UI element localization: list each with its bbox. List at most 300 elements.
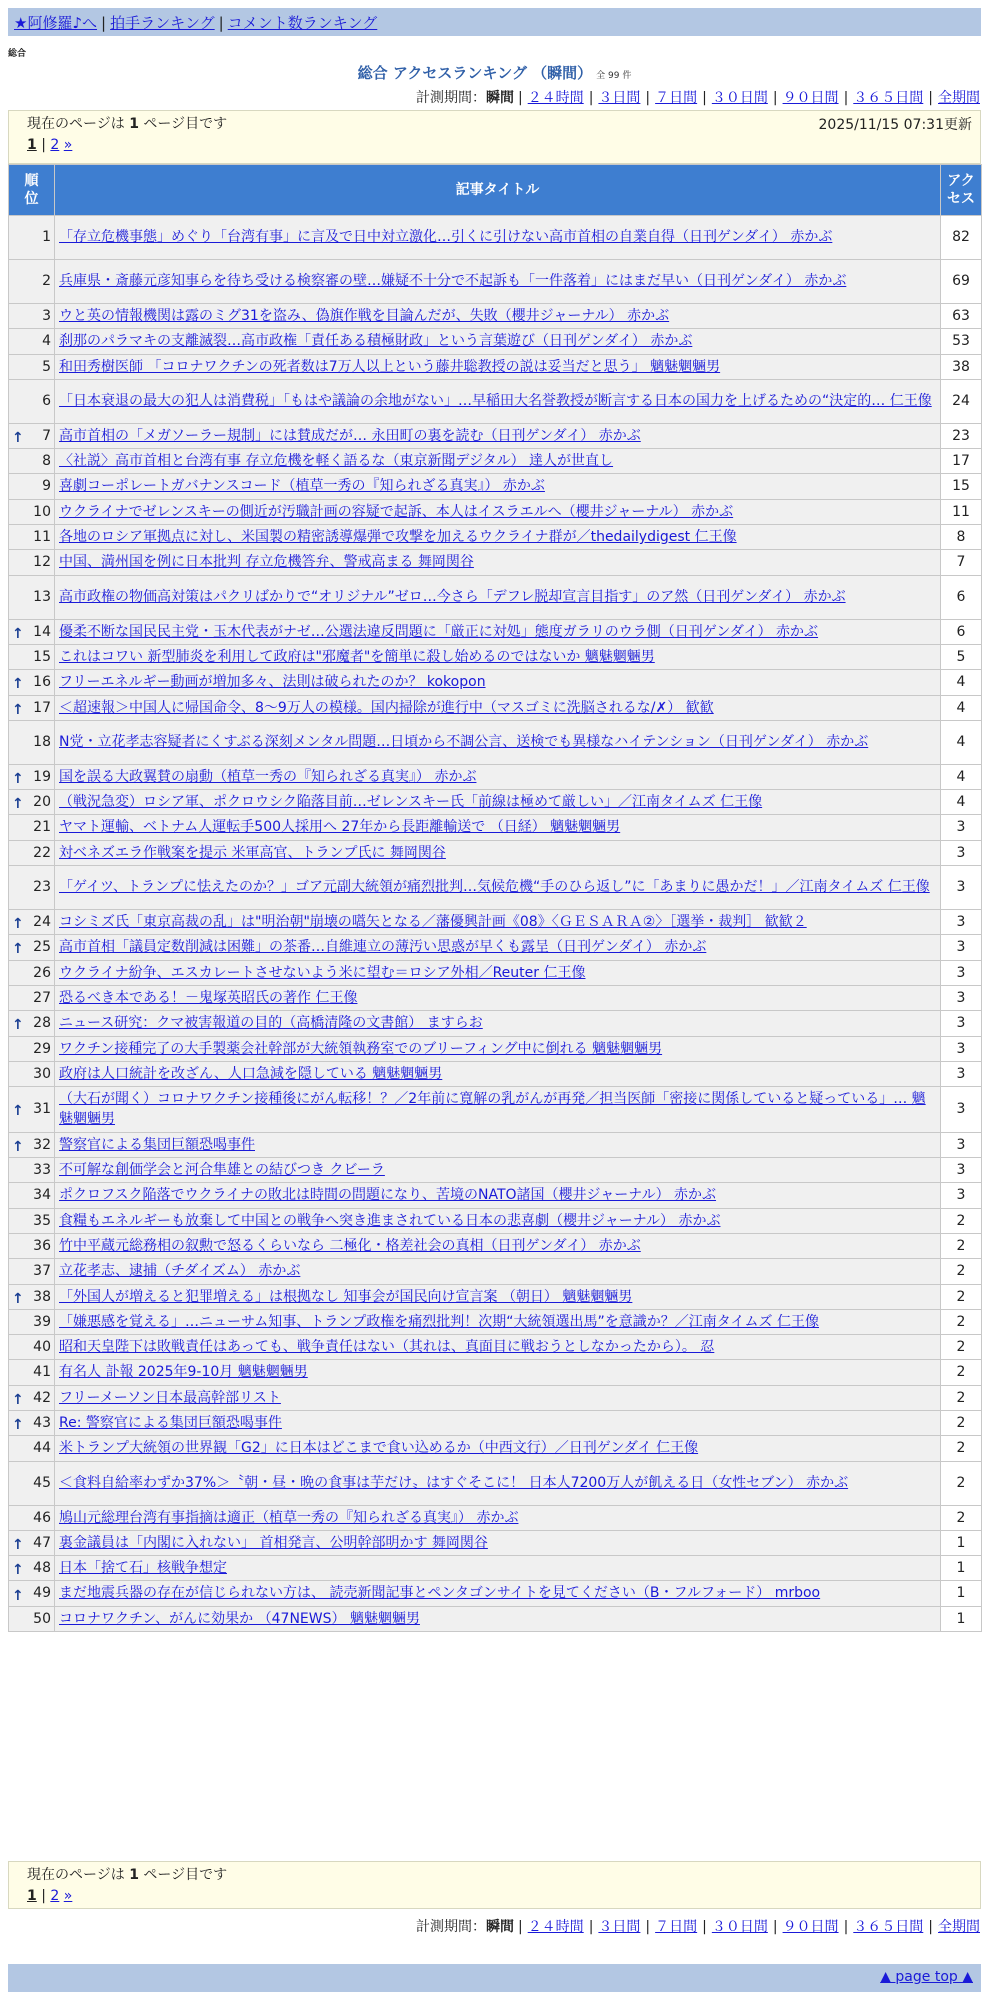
- period-link[interactable]: ３日間: [598, 90, 641, 106]
- table-row: [9, 985, 982, 1010]
- table-header-row: [9, 165, 982, 216]
- rank-cell: [9, 1259, 55, 1284]
- current-page-text: 現在のページは 1 ページ目です: [27, 1867, 228, 1883]
- access-count: 4: [941, 790, 982, 815]
- rank-number: 50: [33, 1610, 51, 1627]
- article-link[interactable]: コシミズ氏「東京高裁の乱」は"明治朝"崩壊の嚆矢となる／藩優興計画《08》〈ＧＥＳＡＲＡ②〉［選挙・裁判］ 歓歓２: [59, 914, 807, 931]
- article-link[interactable]: N党・立花孝志容疑者にくすぶる深刻メンタル問題…日頃から不調公言、送検でも異様なハイテンション（日刊ゲンダイ） 赤かぶ: [59, 734, 869, 751]
- article-link[interactable]: 食糧もエネルギーも放棄して中国との戦争へ突き進まされている日本の悲喜劇（櫻井ジャーナル） 赤かぶ: [59, 1212, 721, 1229]
- table-row: [9, 1208, 982, 1233]
- rank-cell: [9, 695, 55, 720]
- title-cell: [55, 1309, 941, 1334]
- table-row: [9, 1061, 982, 1086]
- title-cell: [55, 1233, 941, 1258]
- up-arrow-icon: ↑: [12, 1417, 24, 1434]
- article-link[interactable]: 兵庫県・斎藤元彦知事らを待ち受ける検察審の壁…嫌疑不十分で不起訴も「一件落着」にはまだ早い（日刊ゲンダイ） 赤かぶ: [59, 273, 847, 290]
- access-count: 63: [941, 304, 982, 329]
- title-cell: [55, 866, 941, 910]
- period-separator: |: [702, 1919, 707, 1935]
- rank-number: 36: [33, 1237, 51, 1254]
- access-count: 3: [941, 840, 982, 865]
- title-cell: [55, 379, 941, 423]
- period-link[interactable]: 全期間: [938, 1919, 980, 1935]
- table-row: [9, 1233, 982, 1258]
- access-count: 38: [941, 354, 982, 379]
- up-arrow-icon: ↑: [12, 1017, 24, 1034]
- period-link[interactable]: ３日間: [598, 1919, 641, 1935]
- pager-next-arrow[interactable]: »: [63, 137, 73, 153]
- table-row: [9, 1436, 982, 1461]
- rank-number: 16: [33, 674, 51, 691]
- access-count: 3: [941, 1036, 982, 1061]
- article-link[interactable]: ＜超速報＞中国人に帰国命令、8～9万人の模様。国内掃除が進行中（マスゴミに洗脳されるな/✗） 歓歓: [59, 699, 714, 716]
- period-separator: |: [928, 90, 933, 106]
- table-row: [9, 260, 982, 304]
- access-count: 4: [941, 695, 982, 720]
- rank-number: 25: [33, 939, 51, 956]
- up-arrow-icon: ↑: [12, 1103, 24, 1120]
- title-cell: [55, 960, 941, 985]
- period-separator: |: [702, 90, 707, 106]
- access-count: 1: [941, 1556, 982, 1581]
- table-row: [9, 764, 982, 789]
- pager-current: 1: [27, 137, 37, 153]
- title-cell: [55, 790, 941, 815]
- article-link[interactable]: 高市首相「議員定数削減は困難」の茶番…自維連立の薄汚い思惑が早くも露呈（日刊ゲンダイ） 赤かぶ: [59, 939, 707, 956]
- title-cell: [55, 1208, 941, 1233]
- rank-cell: [9, 960, 55, 985]
- rank-number: 15: [33, 648, 51, 665]
- access-count: 11: [941, 499, 982, 524]
- access-count: 7: [941, 550, 982, 575]
- rank-cell: [9, 1530, 55, 1555]
- access-count: 2: [941, 1309, 982, 1334]
- rank-cell: [9, 449, 55, 474]
- pager-top: 1 | 2 »: [27, 137, 73, 153]
- rank-number: 11: [33, 529, 51, 546]
- title-cell: [55, 1410, 941, 1435]
- title-cell: [55, 329, 941, 354]
- rank-cell: [9, 619, 55, 644]
- access-count: 53: [941, 329, 982, 354]
- access-count: 2: [941, 1259, 982, 1284]
- article-link[interactable]: ウと英の情報機関は露のミグ31を盗み、偽旗作戦を目論んだが、失敗（櫻井ジャーナル） 赤かぶ: [59, 308, 670, 324]
- pager-page-2[interactable]: 2: [50, 137, 60, 153]
- table-row: [9, 379, 982, 423]
- title-cell: [55, 216, 941, 260]
- period-label: 計測期間：: [415, 90, 486, 106]
- title-cell: [55, 423, 941, 448]
- rank-cell: [9, 720, 55, 764]
- period-separator: |: [517, 1919, 523, 1935]
- rank-cell: [9, 329, 55, 354]
- article-link[interactable]: 「外国人が増えると犯罪増える」は根拠なし 知事会が国民向け宣言案 （朝日） 魑魅魍魎男: [59, 1288, 633, 1305]
- table-row: [9, 525, 982, 550]
- rank-number: 20: [33, 794, 51, 811]
- access-count: 8: [941, 525, 982, 550]
- rank-number: 39: [33, 1313, 51, 1330]
- table-row: [9, 1158, 982, 1183]
- table-row: [9, 474, 982, 499]
- page-top-link[interactable]: ▲ page top ▲: [880, 1969, 973, 1985]
- period-link[interactable]: ３０日間: [711, 90, 768, 106]
- rank-cell: [9, 1011, 55, 1036]
- article-link[interactable]: ウクライナでゼレンスキーの側近が汚職計画の容疑で起訴、本人はイスラエルへ（櫻井ジャーナル） 赤かぶ: [59, 503, 734, 520]
- comment-ranking-link[interactable]: コメント数ランキング: [227, 14, 378, 32]
- page-title: 総合 アクセスランキング （瞬間）: [357, 64, 593, 82]
- article-link[interactable]: 「存立危機事態」めぐり「台湾有事」に言及で日中対立激化…引くに引けない高市首相の自業自得（日刊ゲンダイ） 赤かぶ: [59, 229, 833, 246]
- table-row: [9, 960, 982, 985]
- rank-number: 47: [33, 1534, 51, 1551]
- rank-cell: [9, 935, 55, 960]
- article-link[interactable]: ＜食料自給率わずか37%＞〝朝・昼・晩の食事は芋だけ〟はすぐそこに！ 日本人7200万人が飢える日（女性セブン） 赤かぶ: [59, 1474, 849, 1491]
- rank-cell: [9, 985, 55, 1010]
- rank-cell: [9, 815, 55, 840]
- article-link[interactable]: ウクライナ紛争、エスカレートさせないよう米に望む＝ロシア外相／Reuter 仁王像: [59, 964, 586, 981]
- table-row: [9, 1556, 982, 1581]
- article-link[interactable]: 各地のロシア軍拠点に対し、米国製の精密誘導爆弾で攻撃を加えるウクライナ群が／thedailydigest 仁王像: [59, 529, 737, 546]
- title-cell: [55, 1335, 941, 1360]
- rank-number: 18: [33, 734, 51, 751]
- access-count: 23: [941, 423, 982, 448]
- article-link[interactable]: 中国、満州国を例に日本批判 存立危機答弁、警戒高まる 舞岡関谷: [59, 554, 474, 571]
- article-link[interactable]: （戦況急変）ロシア軍、ポクロウシク陥落目前…ゼレンスキー氏「前線は極めて厳しい」／江南タイムズ 仁王像: [59, 794, 763, 811]
- rank-number: 8: [42, 453, 51, 470]
- article-link[interactable]: 高市政権の物価高対策はパクリばかりで“オリジナル”ゼロ…今さら「デフレ脱却宣言目指す」のア然（日刊ゲンダイ） 赤かぶ: [59, 589, 846, 606]
- period-link[interactable]: ２４時間: [527, 1919, 584, 1935]
- period-current: 瞬間: [485, 90, 514, 106]
- article-link[interactable]: 対ベネズエラ作戦案を提示 米軍高官、トランプ氏に 舞岡関谷: [59, 844, 446, 861]
- period-link[interactable]: ７日間: [655, 90, 698, 106]
- article-link[interactable]: 日本「捨て石」核戦争想定: [59, 1560, 227, 1577]
- rank-cell: [9, 1505, 55, 1530]
- access-count: 3: [941, 1011, 982, 1036]
- access-count: 24: [941, 379, 982, 423]
- nav-separator: |: [101, 14, 107, 32]
- access-count: 2: [941, 1410, 982, 1435]
- page-info-bottom: [8, 1861, 981, 1909]
- title-cell: [55, 354, 941, 379]
- rank-number: 28: [33, 1015, 51, 1032]
- rank-number: 10: [33, 503, 51, 520]
- title-cell: [55, 1183, 941, 1208]
- up-arrow-icon: ↑: [12, 796, 24, 813]
- up-arrow-icon: ↑: [12, 1537, 24, 1554]
- access-count: 1: [941, 1530, 982, 1555]
- rank-cell: [9, 550, 55, 575]
- rank-cell: [9, 499, 55, 524]
- rank-cell: [9, 1233, 55, 1258]
- rank-number: 46: [33, 1509, 51, 1526]
- rank-number: 17: [33, 699, 51, 716]
- article-link[interactable]: 優柔不断な国民民主党・玉木代表がナゼ…公選法違反問題に「厳正に対処」態度ガラリのウラ側（日刊ゲンダイ） 赤かぶ: [59, 623, 819, 640]
- rank-number: 38: [33, 1288, 51, 1305]
- access-count: 69: [941, 260, 982, 304]
- period-link[interactable]: ７日間: [655, 1919, 698, 1935]
- article-link[interactable]: 〈社説〉高市首相と台湾有事 存立危機を軽く語るな（東京新聞デジタル） 達人が世直し: [59, 453, 614, 470]
- up-arrow-icon: ↑: [12, 430, 24, 447]
- access-count: 3: [941, 815, 982, 840]
- article-link[interactable]: 有名人 訃報 2025年9-10月 魑魅魍魎男: [59, 1364, 308, 1381]
- period-link[interactable]: ２４時間: [527, 90, 584, 106]
- rank-number: 40: [33, 1339, 51, 1356]
- title-cell: [55, 619, 941, 644]
- access-count: 3: [941, 985, 982, 1010]
- up-arrow-icon: ↑: [12, 771, 24, 787]
- article-link[interactable]: （大石が聞く）コロナワクチン接種後にがん転移！？／2年前に寛解の乳がんが再発／担当医師「密接に関係していると疑っている」… 魑魅魍魎男: [59, 1091, 926, 1128]
- rank-number: 43: [33, 1414, 51, 1431]
- table-row: [9, 935, 982, 960]
- ranking-rows: [9, 216, 982, 1632]
- title-cell: [55, 1132, 941, 1157]
- article-link[interactable]: 竹中平蔵元総務相の叙勲で怒るくらいなら 二極化・格差社会の真相（日刊ゲンダイ） 赤かぶ: [59, 1237, 641, 1254]
- access-count: 1: [941, 1606, 982, 1631]
- table-row: [9, 1606, 982, 1631]
- period-separator: |: [843, 1919, 849, 1935]
- up-arrow-icon: ↑: [12, 625, 24, 642]
- rank-number: 9: [42, 478, 51, 495]
- rank-cell: [9, 1436, 55, 1461]
- article-link[interactable]: 高市首相の「メガソーラー規制」には賛成だが… 永田町の裏を読む（日刊ゲンダイ） 赤かぶ: [59, 427, 641, 444]
- access-count: 4: [941, 764, 982, 789]
- period-separator: |: [645, 90, 651, 106]
- article-link[interactable]: 喜劇コーポレートガバナンスコード（植草一秀の『知られざる真実』） 赤かぶ: [59, 478, 545, 495]
- rank-number: 34: [33, 1187, 51, 1204]
- article-link[interactable]: 国を誤る大政翼賛の扇動（植草一秀の『知られざる真実』） 赤かぶ: [59, 768, 477, 785]
- title-cell: [55, 644, 941, 669]
- period-separator: |: [928, 1919, 933, 1935]
- rank-cell: [9, 474, 55, 499]
- ranking-heading: [0, 62, 989, 83]
- rank-number: 29: [33, 1040, 51, 1057]
- access-count: 3: [941, 1061, 982, 1086]
- table-row: [9, 1410, 982, 1435]
- article-link[interactable]: 警察官による集団巨額恐喝事件: [59, 1136, 255, 1153]
- title-cell: [55, 304, 941, 329]
- period-label: 計測期間：: [415, 1919, 486, 1935]
- article-link[interactable]: 恐るべき本である！－鬼塚英昭氏の著作 仁王像: [59, 989, 358, 1006]
- rank-cell: [9, 790, 55, 815]
- rank-cell: [9, 260, 55, 304]
- access-count: 3: [941, 866, 982, 910]
- period-separator: |: [772, 90, 778, 106]
- table-row: [9, 304, 982, 329]
- title-cell: [55, 1581, 941, 1606]
- table-row: [9, 1036, 982, 1061]
- table-row: [9, 1360, 982, 1385]
- article-link[interactable]: これはコワい 新型肺炎を利用して政府は"邪魔者"を簡単に殺し始めるのではないか 魑魅魍魎男: [59, 648, 655, 665]
- rank-number: 13: [33, 589, 51, 606]
- rank-cell: [9, 1581, 55, 1606]
- rank-cell: [9, 1087, 55, 1133]
- title-cell: [55, 260, 941, 304]
- table-row: [9, 790, 982, 815]
- access-count: 2: [941, 1233, 982, 1258]
- table-row: [9, 550, 982, 575]
- table-row: [9, 1087, 982, 1133]
- rank-number: 26: [33, 964, 51, 981]
- home-link[interactable]: ★阿修羅♪へ: [14, 14, 98, 32]
- table-row: [9, 423, 982, 448]
- rank-cell: [9, 1132, 55, 1157]
- up-arrow-icon: ↑: [12, 1290, 24, 1307]
- article-link[interactable]: まだ地震兵器の存在が信じられない方は、 読売新聞記事とペンタゴンサイトを見てください（B・フルフォード） mrboo: [59, 1585, 821, 1602]
- period-link[interactable]: ３０日間: [711, 1919, 768, 1935]
- section-label: 総合: [8, 49, 27, 59]
- table-row: [9, 866, 982, 910]
- title-cell: [55, 815, 941, 840]
- rank-number: 44: [33, 1440, 51, 1457]
- table-row: [9, 720, 982, 764]
- title-cell: [55, 1530, 941, 1555]
- table-row: [9, 1581, 982, 1606]
- updated-timestamp: 2025/11/15 07:31更新: [818, 117, 972, 133]
- access-count: 2: [941, 1385, 982, 1410]
- title-cell: [55, 1461, 941, 1505]
- article-link[interactable]: 和田秀樹医師 「コロナワクチンの死者数は7万人以上という藤井聡教授の説は妥当だと思う」 魑魅魍魎男: [59, 358, 721, 375]
- article-link[interactable]: Re: 警察官による集団巨額恐喝事件: [59, 1414, 282, 1431]
- article-link[interactable]: 「ゲイツ、トランプに怯えたのか？」ゴア元副大統領が痛烈批判…気候危機“手のひら返し”に「あまりに愚かだ！」／江南タイムズ 仁王像: [59, 879, 930, 896]
- access-count: 3: [941, 1132, 982, 1157]
- table-row: [9, 840, 982, 865]
- article-link[interactable]: フリーメーソン日本最高幹部リスト: [59, 1389, 281, 1406]
- access-count: 1: [941, 1581, 982, 1606]
- rank-cell: [9, 1410, 55, 1435]
- period-link[interactable]: ９０日間: [782, 90, 839, 106]
- article-link[interactable]: 立花孝志、逮捕（チダイズム） 赤かぶ: [59, 1263, 301, 1280]
- table-row: [9, 1505, 982, 1530]
- period-separator: |: [645, 1919, 651, 1935]
- ranking-table: [8, 164, 982, 1632]
- clap-ranking-link[interactable]: 拍手ランキング: [110, 14, 215, 32]
- title-cell: [55, 720, 941, 764]
- rank-cell: [9, 1208, 55, 1233]
- period-link[interactable]: ９０日間: [782, 1919, 839, 1935]
- rank-cell: [9, 423, 55, 448]
- title-cell: [55, 840, 941, 865]
- rank-number: 27: [33, 989, 51, 1006]
- title-cell: [55, 550, 941, 575]
- up-arrow-icon: ↑: [12, 676, 24, 693]
- title-cell: [55, 764, 941, 789]
- rank-number: 1: [42, 229, 51, 246]
- period-separator: |: [843, 90, 849, 106]
- up-arrow-icon: ↑: [12, 916, 24, 933]
- up-arrow-icon: ↑: [12, 1562, 24, 1579]
- article-link[interactable]: 米トランプ大統領の世界観「G2」に日本はどこまで食い込めるか（中西文行）／日刊ゲンダイ 仁王像: [59, 1440, 699, 1457]
- period-link[interactable]: ３６５日間: [853, 1919, 924, 1935]
- rank-cell: [9, 379, 55, 423]
- access-count: 82: [941, 216, 982, 260]
- access-count: 15: [941, 474, 982, 499]
- rank-number: 41: [33, 1364, 51, 1381]
- rank-cell: [9, 1556, 55, 1581]
- period-link[interactable]: ３６５日間: [853, 90, 924, 106]
- article-link[interactable]: コロナワクチン、がんに効果か （47NEWS） 魑魅魍魎男: [59, 1610, 420, 1627]
- access-count: 6: [941, 575, 982, 619]
- table-row: [9, 1011, 982, 1036]
- title-cell: [55, 1360, 941, 1385]
- period-link[interactable]: 全期間: [938, 90, 980, 106]
- access-count: 3: [941, 960, 982, 985]
- rank-number: 42: [33, 1389, 51, 1406]
- table-row: [9, 329, 982, 354]
- article-link[interactable]: 裏金議員は「内閣に入れない」 首相発言、公明幹部明かす 舞岡関谷: [59, 1534, 488, 1551]
- rank-number: 2: [42, 273, 51, 290]
- access-count: 2: [941, 1335, 982, 1360]
- access-count: 2: [941, 1284, 982, 1309]
- rank-cell: [9, 1360, 55, 1385]
- up-arrow-icon: ↑: [12, 701, 24, 718]
- article-link[interactable]: 刹那のパラマキの支離滅裂…高市政権「責任ある積極財政」という言葉遊び（日刊ゲンダイ） 赤かぶ: [59, 333, 693, 350]
- article-link[interactable]: 政府は人口統計を改ざん、人口急減を隠している 魑魅魍魎男: [59, 1065, 443, 1082]
- pager-page-2[interactable]: 2: [50, 1888, 60, 1904]
- pager-current: 1: [27, 1888, 37, 1904]
- up-arrow-icon: ↑: [12, 1587, 24, 1604]
- title-cell: [55, 695, 941, 720]
- table-row: [9, 670, 982, 695]
- rank-cell: [9, 1183, 55, 1208]
- rank-cell: [9, 910, 55, 935]
- table-row: [9, 1335, 982, 1360]
- title-cell: [55, 670, 941, 695]
- table-row: [9, 216, 982, 260]
- period-separator: |: [772, 1919, 778, 1935]
- article-link[interactable]: ポクロフスク陥落でウクライナの敗北は時間の問題になり、苦境のNATO諸国（櫻井ジャーナル） 赤かぶ: [59, 1187, 717, 1204]
- access-count: 4: [941, 720, 982, 764]
- rank-cell: [9, 304, 55, 329]
- rank-cell: [9, 1309, 55, 1334]
- article-link[interactable]: 「嫌悪感を覚える」…ニューサム知事、トランプ政権を痛烈批判！次期“大統領選出馬”を意識か？／江南タイムズ 仁王像: [59, 1313, 819, 1330]
- rank-cell: [9, 764, 55, 789]
- article-link[interactable]: 「日本衰退の最大の犯人は消費税」「もはや議論の余地がない」…早稲田大名誉教授が断言する日本の国力を上げるための“決定的… 仁王像: [59, 393, 932, 410]
- rank-cell: [9, 866, 55, 910]
- up-arrow-icon: ↑: [12, 1391, 24, 1408]
- article-link[interactable]: 昭和天皇陛下は敗戦責任はあっても、戦争責任はない（其れは、真面目に戦おうとしなかったから）。 忍: [59, 1339, 715, 1356]
- article-link[interactable]: ニュース研究：クマ被害報道の目的（高橋清隆の文書館） ますらお: [59, 1015, 483, 1032]
- access-header: アク セス: [941, 165, 982, 216]
- rank-number: 6: [42, 393, 51, 410]
- access-count: 2: [941, 1461, 982, 1505]
- title-cell: [55, 1158, 941, 1183]
- table-row: [9, 1132, 982, 1157]
- article-link[interactable]: ヤマト運輸、ベトナム人運転手500人採用へ 27年から長距離輸送で （日経） 魑魅魍魎男: [59, 819, 621, 836]
- title-cell: [55, 910, 941, 935]
- table-row: [9, 695, 982, 720]
- access-count: 2: [941, 1360, 982, 1385]
- rank-number: 37: [33, 1263, 51, 1280]
- rank-number: 30: [33, 1065, 51, 1082]
- pager-next-arrow[interactable]: »: [63, 1888, 73, 1904]
- title-cell: [55, 1087, 941, 1133]
- access-count: 3: [941, 935, 982, 960]
- rank-number: 14: [33, 623, 51, 640]
- rank-cell: [9, 670, 55, 695]
- title-cell: [55, 575, 941, 619]
- table-row: [9, 1183, 982, 1208]
- article-link[interactable]: フリーエネルギー動画が増加多々、法則は破られたのか？ kokopon: [59, 674, 486, 691]
- title-cell: [55, 1505, 941, 1530]
- rank-cell: [9, 1606, 55, 1631]
- article-link[interactable]: 不可解な創価学会と河合隼雄との結びつき クビーラ: [59, 1162, 385, 1179]
- bottom-bar: [8, 1964, 981, 1992]
- rank-number: 21: [33, 819, 51, 836]
- article-link[interactable]: 鳩山元総理台湾有事指摘は適正（植草一秀の『知られざる真実』） 赤かぶ: [59, 1509, 519, 1526]
- title-cell: [55, 1284, 941, 1309]
- rank-number: 31: [33, 1101, 51, 1118]
- rank-number: 23: [33, 879, 51, 896]
- article-link[interactable]: ワクチン接種完了の大手製薬会社幹部が大統領執務室でのブリーフィング中に倒れる 魑魅魍魎男: [59, 1040, 663, 1057]
